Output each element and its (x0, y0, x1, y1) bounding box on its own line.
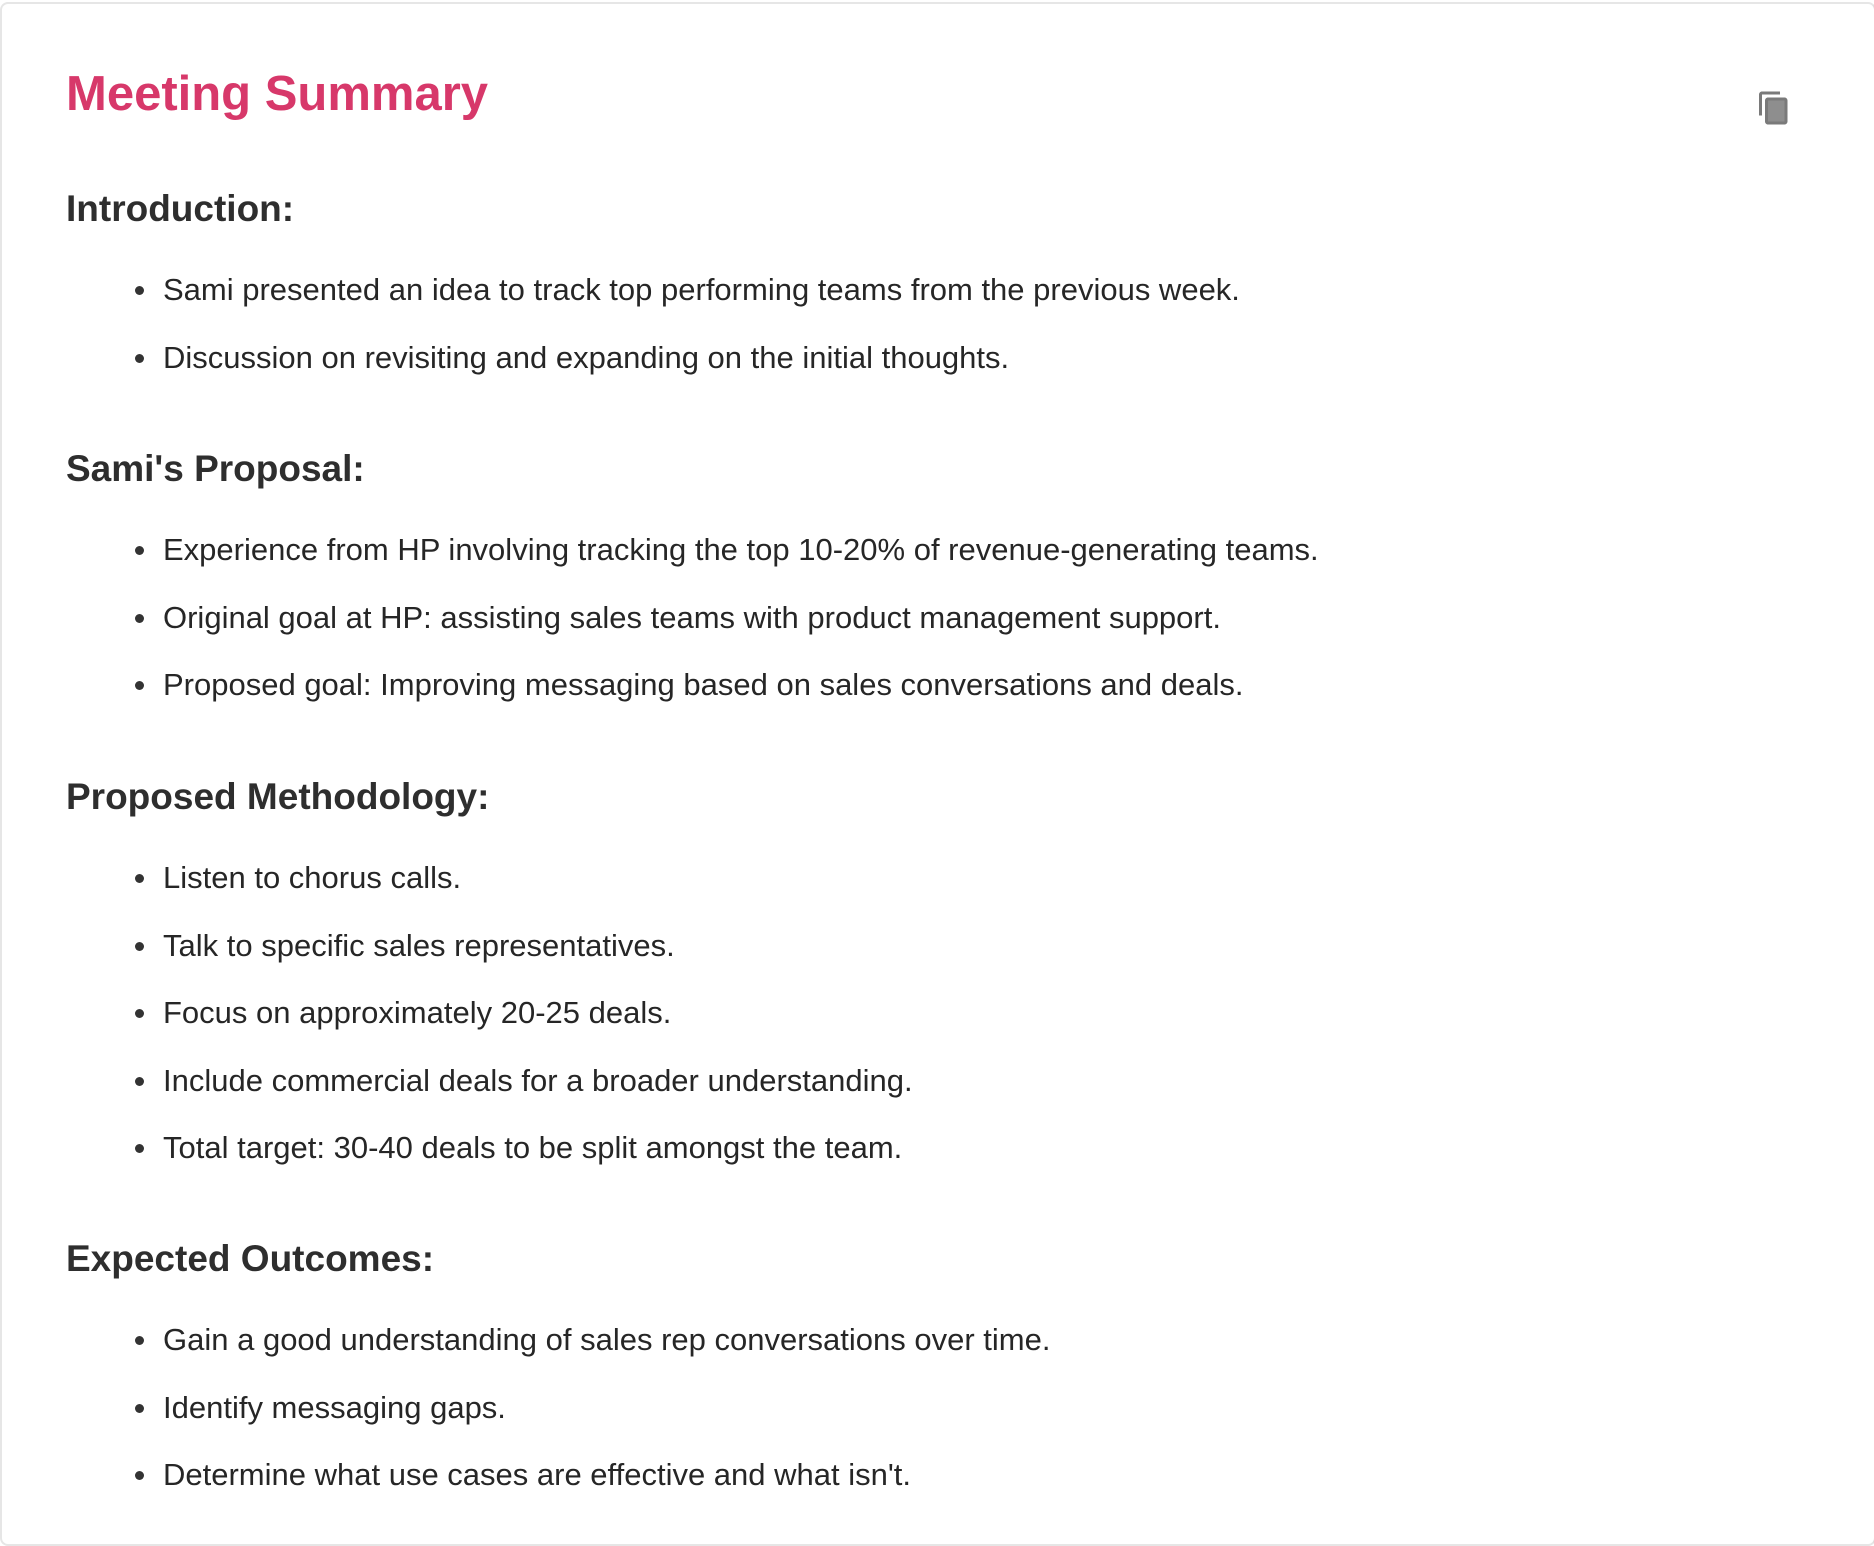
list-item: Total target: 30-40 deals to be split amongst the team. (0, 1125, 913, 1193)
list-item: Proposed goal: Improving messaging based on sales conversations and deals. (0, 662, 1319, 730)
section-heading-methodology: Proposed Methodology: (66, 776, 490, 817)
list-item: Original goal at HP: assisting sales teams with product management support. (0, 595, 1319, 663)
outcomes-list (0, 1317, 1050, 1520)
list-item: Discussion on revisiting and expanding on the initial thoughts. (0, 335, 1240, 403)
list-item: Experience from HP involving tracking the top 10-20% of revenue-generating teams. (0, 527, 1319, 595)
list-item: Listen to chorus calls. (0, 855, 913, 923)
copy-button[interactable] (1756, 88, 1796, 128)
list-item: Talk to specific sales representatives. (0, 923, 913, 991)
section-heading-proposal: Sami's Proposal: (66, 448, 365, 489)
list-item: Focus on approximately 20-25 deals. (0, 990, 913, 1058)
list-item: Determine what use cases are effective and what isn't. (0, 1452, 1050, 1520)
introduction-list (0, 267, 1240, 402)
copy-icon (1756, 90, 1792, 126)
section-heading-outcomes: Expected Outcomes: (66, 1238, 435, 1279)
proposal-list (0, 527, 1319, 730)
methodology-list (0, 855, 913, 1193)
page-title: Meeting Summary (66, 67, 489, 121)
list-item: Gain a good understanding of sales rep conversations over time. (0, 1317, 1050, 1385)
list-item: Include commercial deals for a broader understanding. (0, 1058, 913, 1126)
section-heading-introduction: Introduction: (66, 188, 295, 229)
list-item: Identify messaging gaps. (0, 1385, 1050, 1453)
list-item: Sami presented an idea to track top performing teams from the previous week. (0, 267, 1240, 335)
